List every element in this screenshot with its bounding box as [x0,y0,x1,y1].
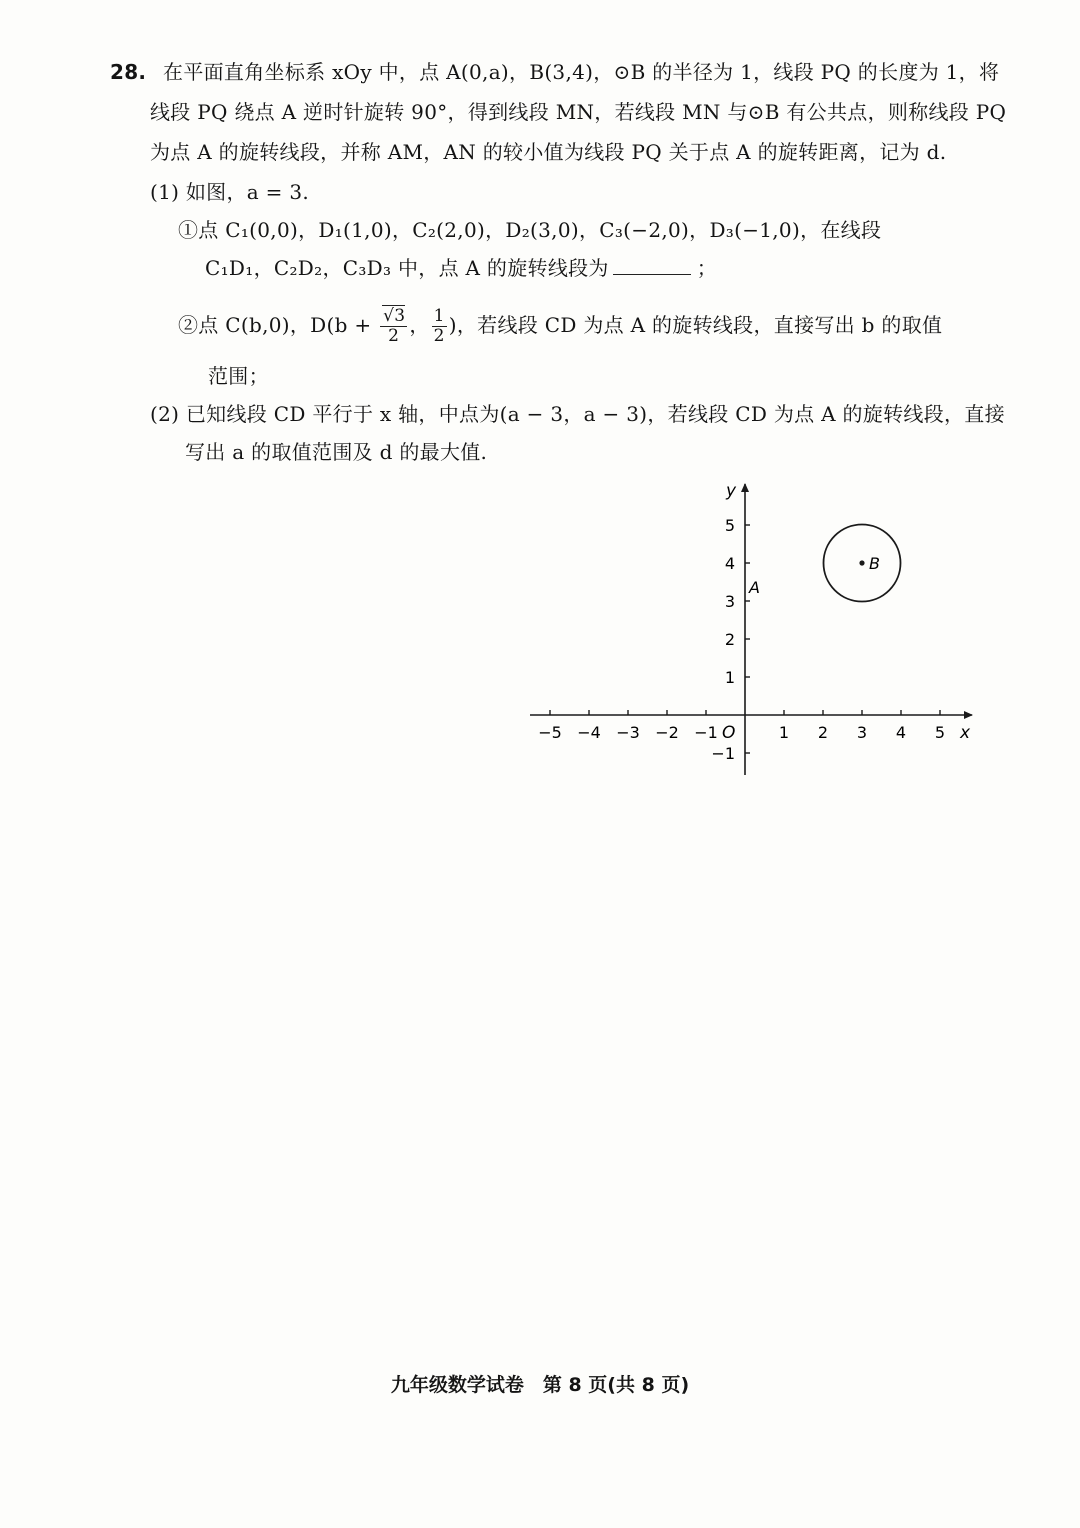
x-tick-label: −1 [694,723,718,742]
x-tick-label: 3 [856,723,868,742]
question-line-1 [110,58,999,86]
question-number: 28. [110,60,147,84]
x-tick-label: 4 [895,723,907,742]
x-tick-label: 5 [934,723,946,742]
part1-sub2-comma: ， [409,313,430,337]
question-stem-1: 在平面直角坐标系 xOy 中，点 A(0,a)，B(3,4)，⊙B 的半径为 1，线段 PQ 的长度为 1，将 [163,60,1000,84]
y-tick-label: 3 [724,592,735,611]
part2-text-2: 写出 a 的取值范围及 d 的最大值. [185,440,488,464]
part1-sub1-text: ①点 C₁(0,0)，D₁(1,0)，C₂(2,0)，D₂(3,0)，C₃(−2,0)，D₃(−1,0)，在线段 [178,218,882,242]
y-tick-label: 1 [724,668,735,687]
point-B [859,560,864,565]
y-axis-label: y [726,481,737,501]
part1-sub1-line2 [205,254,717,282]
part2-line1 [150,400,1005,428]
fraction-numerator: 1 [433,306,445,326]
part1-sub1-suffix: ； [696,256,718,280]
fraction-denominator: 2 [388,326,400,346]
fraction-denominator-2: 2 [433,326,445,346]
sqrt3: √3 [383,306,406,326]
y-tick-label: 4 [724,554,735,573]
part1-sub2-line1 [178,302,942,348]
part1-sub1-line1 [178,216,881,244]
part1-sub2-suffix: )，若线段 CD 为点 A 的旋转线段，直接写出 b 的取值 [448,313,943,337]
x-tick-label: −3 [616,723,640,742]
part1-sub2-text-2: 范围； [208,364,269,388]
question-stem-2: 线段 PQ 绕点 A 逆时针旋转 90°，得到线段 MN，若线段 MN 与⊙B 有公共点，则称线段 PQ [150,100,1007,124]
fraction-1-over-2 [432,307,447,346]
y-tick-label: −1 [711,744,735,763]
question-line-3 [150,138,946,166]
part1-intro-text: (1) 如图，a = 3. [150,180,310,204]
origin-label: O [722,723,736,743]
part1-sub2-prefix: ②点 C(b,0)，D(b + [178,313,372,337]
coordinate-figure [0,470,1080,1290]
part1-intro [150,178,309,206]
part2-text-1: (2) 已知线段 CD 平行于 x 轴，中点为(a − 3，a − 3)，若线段 CD 为点 A 的旋转线段，直接 [150,402,1005,426]
part1-sub2-line2 [208,362,269,390]
part1-sub1-text-2: C₁D₁，C₂D₂，C₃D₃ 中，点 A 的旋转线段为 [205,256,609,280]
question-line-2 [150,98,1006,126]
page-footer: 九年级数学试卷 第 8 页(共 8 页) [390,1374,690,1396]
x-tick-label: 2 [817,723,829,742]
x-axis-label: x [960,723,971,743]
answer-blank[interactable] [613,254,691,275]
fraction-sqrt3-over-2 [380,307,407,346]
x-tick-label: −4 [577,723,601,742]
y-tick-label: 2 [724,630,735,649]
x-tick-label: −2 [655,723,679,742]
part2-line2 [185,438,487,466]
x-tick-label: −5 [538,723,562,742]
point-A-label: A [749,578,760,597]
x-tick-label: 1 [778,723,790,742]
y-tick-label: 5 [724,516,735,535]
point-B-label: B [869,554,880,573]
question-stem-3: 为点 A 的旋转线段，并称 AM，AN 的较小值为线段 PQ 关于点 A 的旋转距离，记为 d. [150,140,947,164]
